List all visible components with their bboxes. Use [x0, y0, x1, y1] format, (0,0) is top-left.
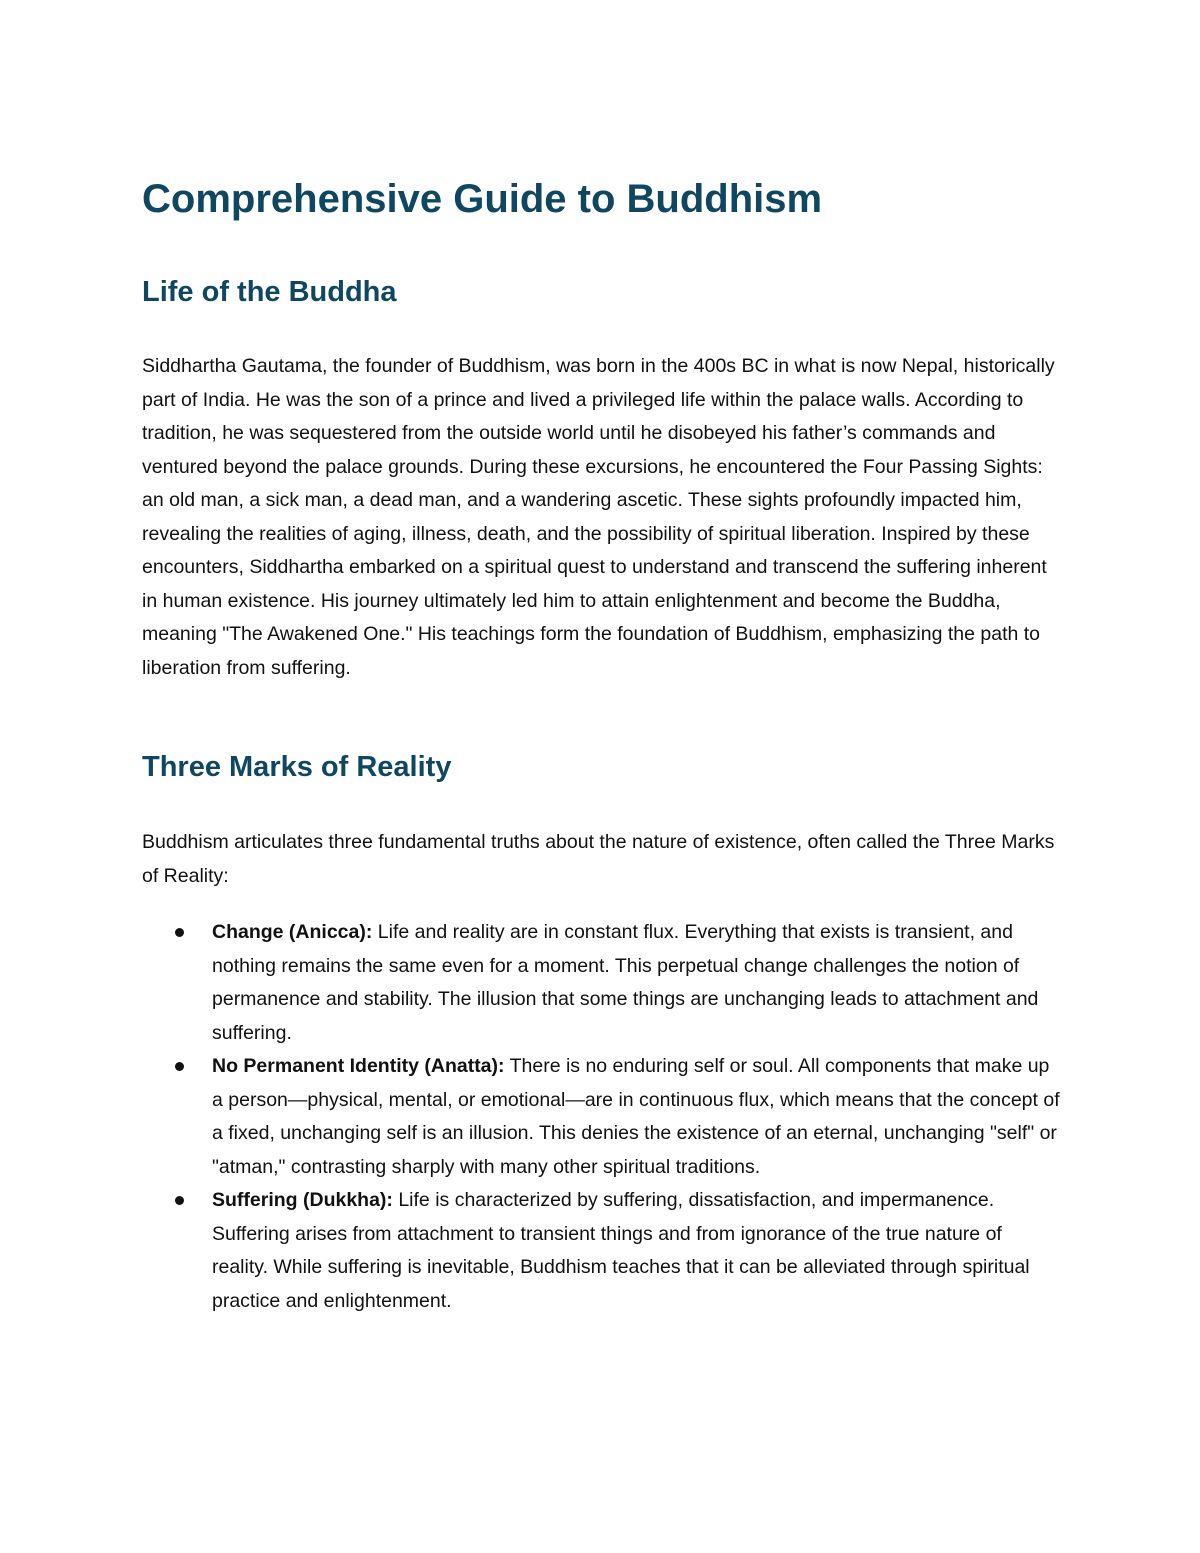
three-marks-list — [142, 916, 1060, 1318]
document-title: Comprehensive Guide to Buddhism — [142, 177, 823, 221]
section-heading-three-marks: Three Marks of Reality — [142, 751, 452, 783]
paragraph-three-marks-intro: Buddhism articulates three fundamental truths about the nature of existence, often called the Three Marks of Reality: — [142, 831, 1055, 887]
list-item-term: Change (Anicca): — [212, 921, 373, 943]
list-item-term: No Permanent Identity (Anatta): — [212, 1055, 505, 1077]
bullet-icon — [175, 928, 184, 937]
list-item-no-permanent-identity — [142, 1050, 1060, 1184]
section-heading-life-of-buddha: Life of the Buddha — [142, 276, 397, 308]
list-item-change — [142, 916, 1060, 1050]
list-item-suffering — [142, 1184, 1060, 1318]
bullet-icon — [175, 1196, 184, 1205]
bullet-icon — [175, 1062, 184, 1071]
list-item-text: Life is characterized by suffering, dissatisfaction, and impermanence. Suffering arises from attachment to transient things and from ignorance of the true nature of reality. While suffering is inevitable, Buddhism teaches that it can be alleviated through spiritual practice and enlightenment. — [212, 1189, 1030, 1312]
paragraph-life-of-buddha: Siddhartha Gautama, the founder of Buddhism, was born in the 400s BC in what is now Nepal, historically part of India. He was the son of a prince and lived a privileged life within the palace walls. According to tradition, he was sequestered from the outside world until he disobeyed his father’s commands and ventured beyond the palace grounds. During these excursions, he encountered the Four Passing Sights: an old man, a sick man, a dead man, and a wandering ascetic. These sights profoundly impacted him, revealing the realities of aging, illness, death, and the possibility of spiritual liberation. Inspired by these encounters, Siddhartha embarked on a spiritual quest to understand and transcend the suffering inherent in human existence. His journey ultimately led him to attain enlightenment and become the Buddha, meaning "The Awakened One." His teachings form the foundation of Buddhism, emphasizing the path to liberation from suffering. — [142, 355, 1055, 679]
list-item-text: There is no enduring self or soul. All components that make up a person—physical, mental, or emotional—are in continuous flux, which means that the concept of a fixed, unchanging self is an illusion. This denies the existence of an eternal, unchanging "self" or "atman," contrasting sharply with many other spiritual traditions. — [212, 1055, 1060, 1178]
list-item-term: Suffering (Dukkha): — [212, 1189, 393, 1211]
list-item-text: Life and reality are in constant flux. Everything that exists is transient, and nothing remains the same even for a moment. This perpetual change challenges the notion of permanence and stability. The illusion that some things are unchanging leads to attachment and suffering. — [212, 921, 1039, 1044]
